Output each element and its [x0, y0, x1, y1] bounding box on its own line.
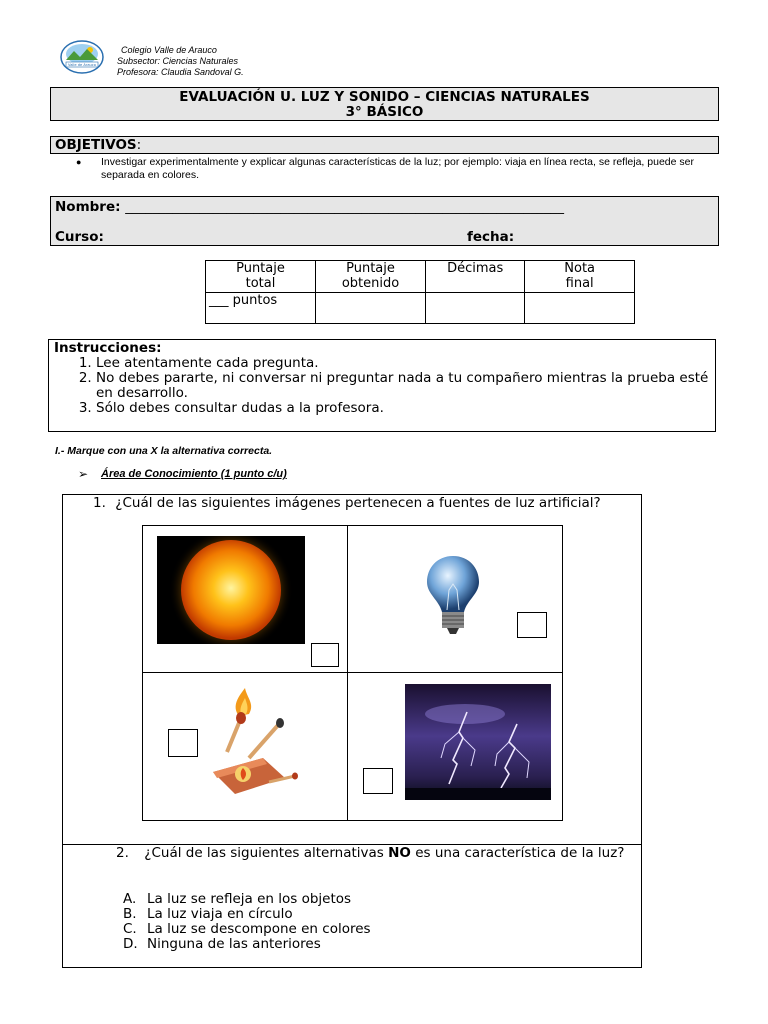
name-label: Nombre: [55, 199, 121, 215]
page-title: EVALUACIÓN U. LUZ Y SONIDO – CIENCIAS NATURALES [179, 89, 590, 105]
objective-item: Investigar experimentalmente y explicar algunas características de la luz; por ejemplo: viaja en línea recta, se refleja, puede ser separada en colores. [101, 156, 694, 181]
logo-text: Valle de Arauco [68, 63, 96, 67]
arrow-bullet-icon: ➢ [78, 467, 89, 481]
student-info-box [50, 196, 719, 246]
lightning-checkbox[interactable] [363, 768, 393, 794]
name-line[interactable]: _________________________________________________________________ [125, 199, 564, 215]
objectives-label: OBJETIVOS [55, 137, 137, 153]
header-tenths: Décimas [426, 261, 525, 293]
grade-title: 3° BÁSICO [345, 104, 424, 120]
total-points-cell[interactable]: ___ puntos [206, 293, 316, 324]
light-bulb-image [423, 554, 483, 638]
option-d[interactable]: D. Ninguna de las anteriores [123, 936, 321, 952]
matches-checkbox[interactable] [168, 729, 198, 757]
instructions-box [48, 339, 716, 432]
question-2-number: 2. [116, 845, 129, 861]
question-1-text: ¿Cuál de las siguientes imágenes pertenecen a fuentes de luz artificial? [115, 495, 601, 511]
date-label: fecha: [467, 229, 515, 245]
question-2-text-before: ¿Cuál de las siguientes alternativas [144, 845, 389, 861]
objectives-box [50, 136, 719, 154]
matches-image [209, 686, 303, 796]
bullet-icon: ● [76, 157, 82, 167]
grid-divider-v [347, 526, 348, 820]
title-box [50, 87, 719, 121]
score-value-row [206, 293, 635, 324]
option-a[interactable]: A. La luz se refleja en los objetos [123, 891, 352, 907]
header-obtained: Puntaje obtenido [315, 261, 425, 293]
header-final-grade: Nota final [525, 261, 635, 293]
obtained-cell[interactable] [315, 293, 425, 324]
school-name: Colegio Valle de Arauco [121, 45, 217, 55]
question-1 [93, 496, 613, 511]
score-table [205, 260, 635, 324]
question-2-text-after: es una característica de la luz? [410, 845, 625, 861]
instructions-list [49, 356, 715, 416]
objectives-colon: : [136, 137, 142, 153]
question-2 [116, 846, 636, 861]
question-2-options [123, 892, 523, 952]
instruction-item: 2. No debes pararte, ni conversar ni preguntar nada a tu compañero mientras la prueba esté en desarrollo. [96, 371, 715, 401]
light-bulb-checkbox[interactable] [517, 612, 547, 638]
sun-checkbox[interactable] [311, 643, 339, 667]
lightning-image [405, 684, 551, 800]
name-row [55, 199, 564, 215]
grid-divider-h [143, 672, 562, 673]
question-1-number: 1. [93, 495, 106, 511]
option-c[interactable]: C. La luz se descompone en colores [123, 921, 371, 937]
question-2-text-bold: NO [388, 845, 411, 861]
section-subheading: Área de Conocimiento (1 punto c/u) [101, 468, 287, 480]
question-box [62, 494, 642, 968]
course-label: Curso: [55, 229, 104, 245]
subject-line: Subsector: Ciencias Naturales [117, 56, 239, 66]
objectives-list [76, 156, 716, 182]
header-total: Puntaje total [206, 261, 316, 293]
option-b[interactable]: B. La luz viaja en círculo [123, 906, 293, 922]
teacher-line: Profesora: Claudia Sandoval G. [117, 67, 244, 77]
score-header-row [206, 261, 635, 293]
instructions-title: Instrucciones: [54, 340, 162, 356]
q1-image-grid [142, 525, 563, 821]
final-grade-cell[interactable] [525, 293, 635, 324]
school-logo [60, 40, 104, 74]
section-heading: I.- Marque con una X la alternativa correcta. [55, 445, 273, 457]
instruction-item: 1. Lee atentamente cada pregunta. [96, 356, 715, 371]
sun-image [157, 536, 305, 644]
tenths-cell[interactable] [426, 293, 525, 324]
instruction-item: 3. Sólo debes consultar dudas a la profesora. [96, 401, 715, 416]
